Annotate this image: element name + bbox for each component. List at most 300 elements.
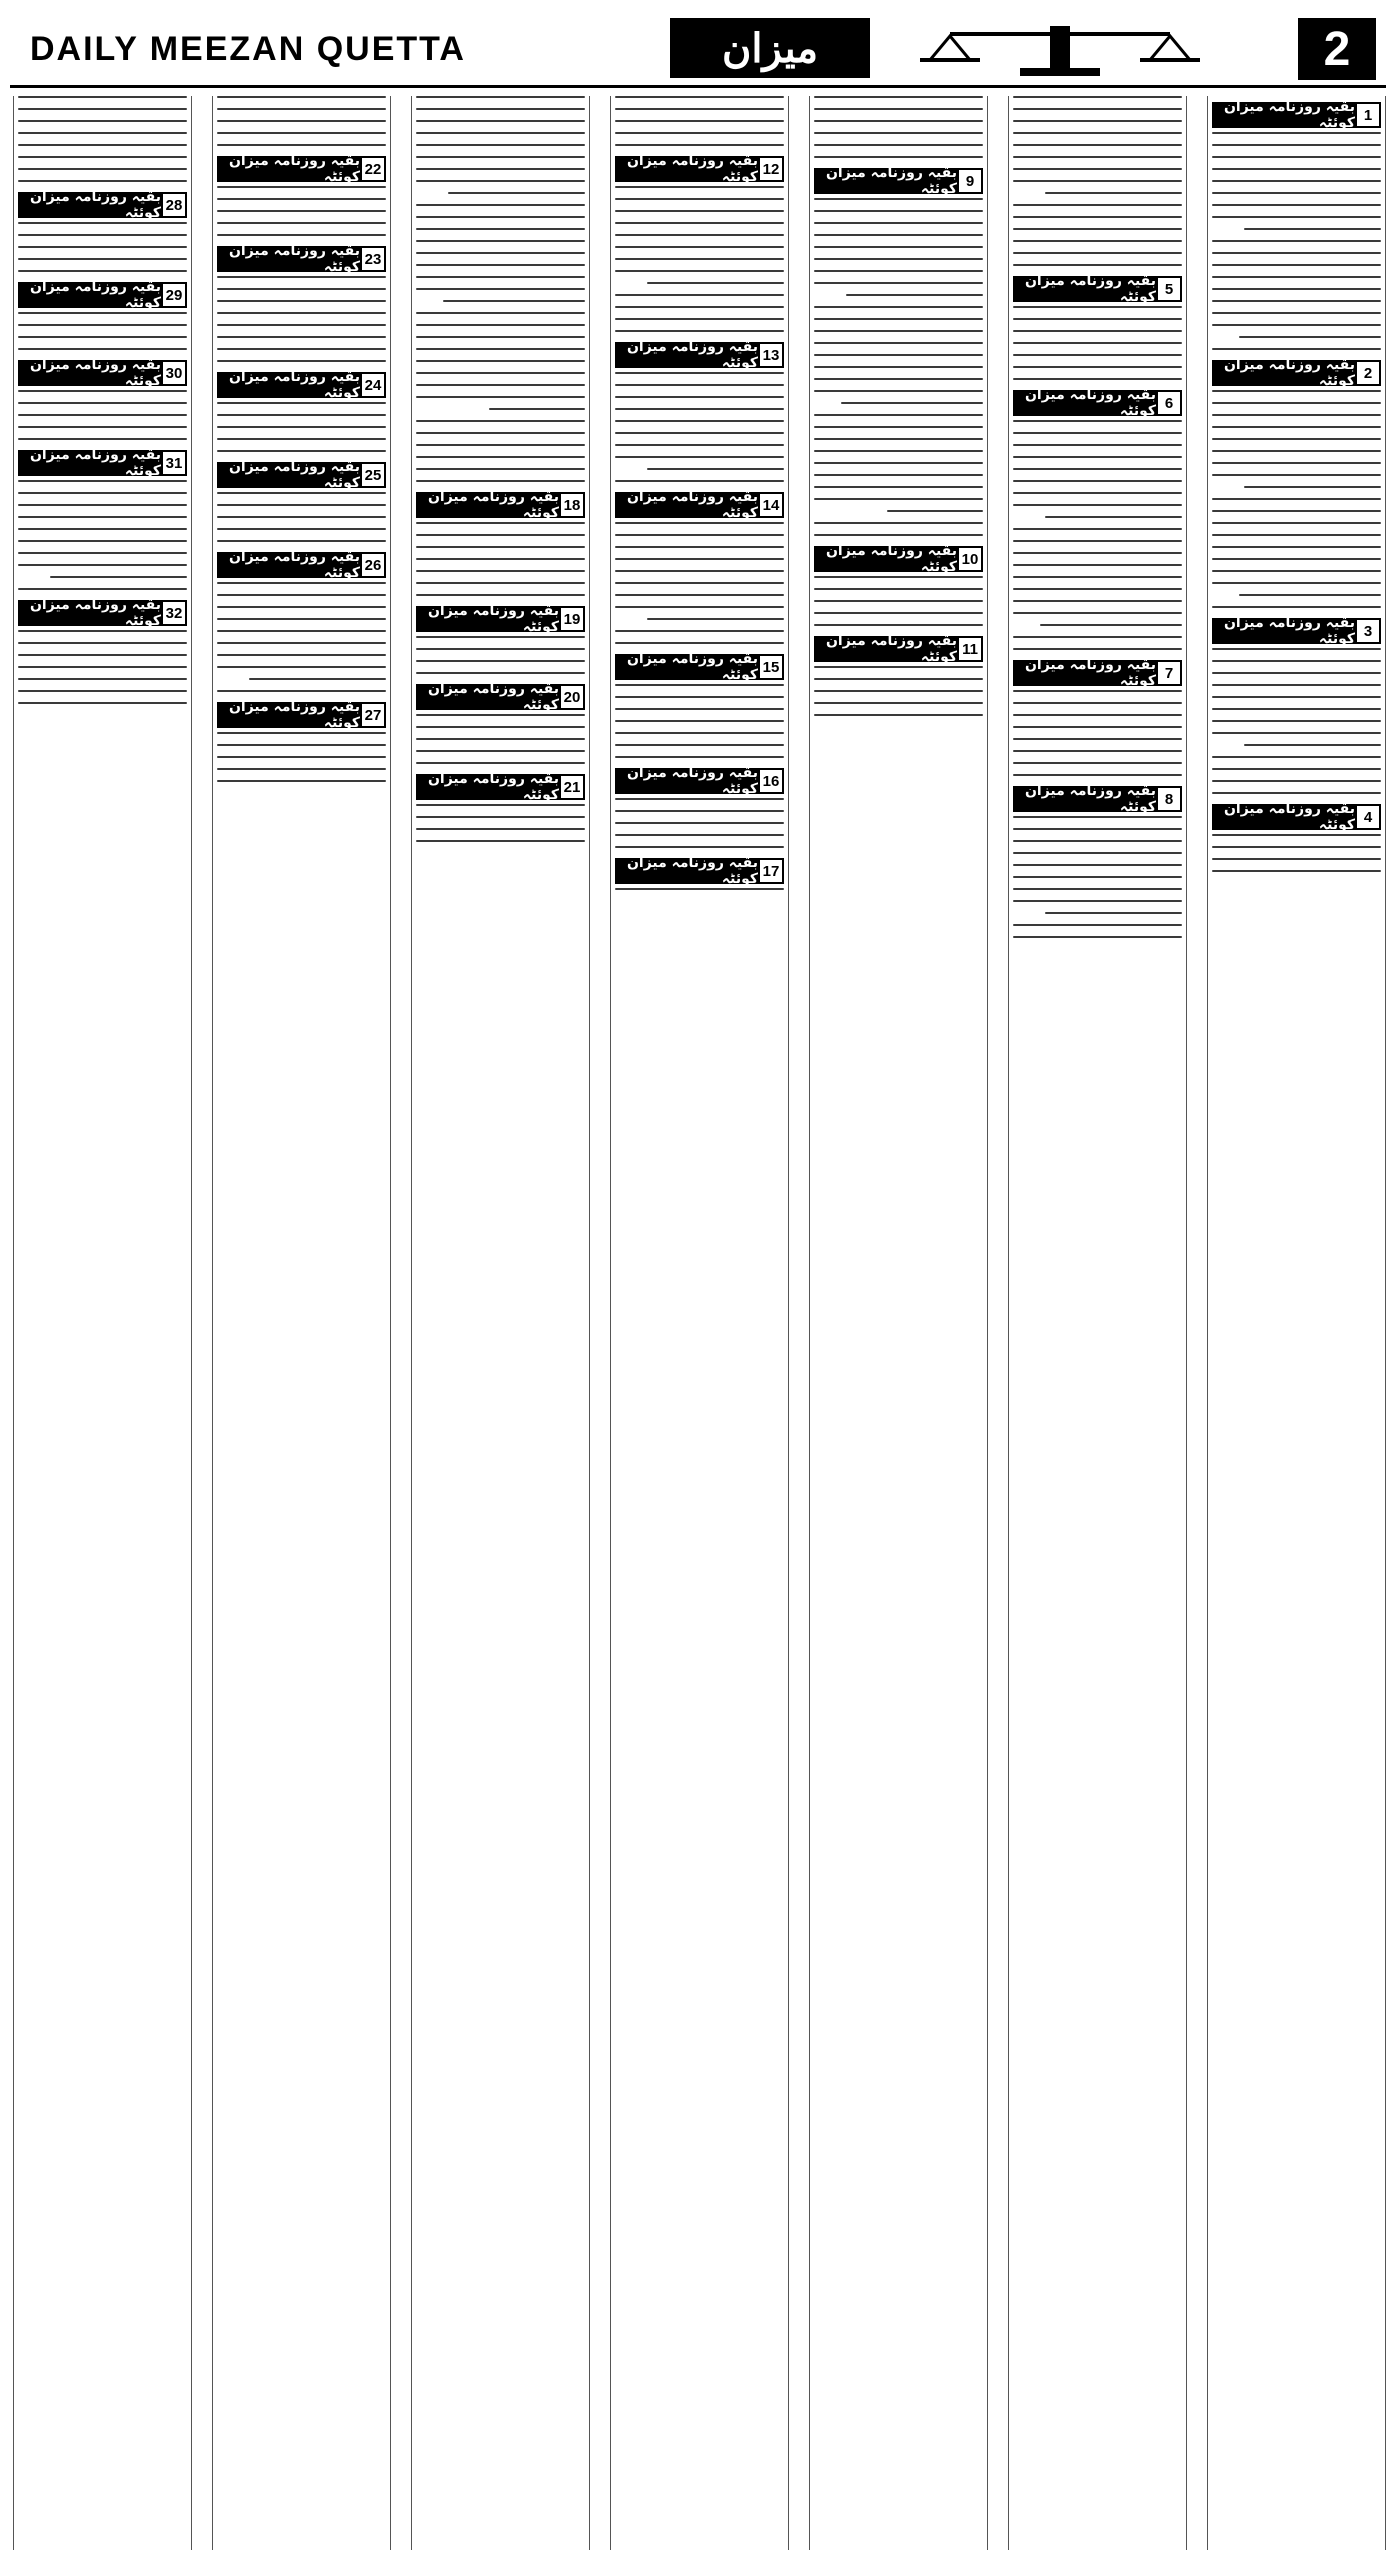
continued-article — [1013, 783, 1182, 938]
text-line — [1013, 762, 1182, 764]
text-line — [18, 690, 187, 692]
text-line — [615, 444, 784, 446]
text-line — [1212, 300, 1381, 302]
text-line — [416, 132, 585, 134]
article-body-text — [217, 492, 386, 542]
text-line — [1013, 774, 1182, 776]
text-line — [416, 288, 585, 290]
text-line — [615, 186, 784, 188]
text-line — [814, 624, 983, 626]
text-line — [1013, 468, 1182, 470]
text-line — [647, 282, 784, 284]
text-line — [18, 564, 187, 566]
article-banner — [217, 369, 386, 401]
text-line — [416, 804, 585, 806]
text-line — [1013, 576, 1182, 578]
text-line — [814, 438, 983, 440]
article-banner — [615, 651, 784, 683]
text-line — [217, 606, 386, 608]
text-line — [1212, 252, 1381, 254]
text-line — [217, 504, 386, 506]
text-line — [814, 450, 983, 452]
text-line — [1212, 474, 1381, 476]
text-line — [416, 816, 585, 818]
article-body-text — [1212, 834, 1381, 872]
text-line — [18, 222, 187, 224]
page-number: 2 — [1298, 18, 1376, 80]
text-line — [814, 666, 983, 668]
article-number: 16 — [758, 768, 784, 794]
text-line — [1013, 636, 1182, 638]
text-line — [1013, 552, 1182, 554]
text-line — [615, 480, 784, 482]
article-banner — [217, 153, 386, 185]
text-line — [615, 558, 784, 560]
text-line — [1212, 414, 1381, 416]
text-line — [217, 96, 386, 98]
article-number: 3 — [1355, 618, 1381, 644]
text-line — [18, 492, 187, 494]
article-body-text — [1013, 816, 1182, 938]
text-line — [814, 714, 983, 716]
urdu-logo — [670, 18, 870, 78]
text-line — [217, 492, 386, 494]
article-body-text — [1013, 306, 1182, 380]
text-line — [814, 378, 983, 380]
article-number: 9 — [957, 168, 983, 194]
continued-article — [1212, 357, 1381, 608]
article-number: 22 — [360, 156, 386, 182]
text-line — [814, 486, 983, 488]
text-line — [416, 750, 585, 752]
text-line — [615, 708, 784, 710]
text-line — [217, 666, 386, 668]
article-banner — [217, 459, 386, 491]
text-line — [615, 720, 784, 722]
text-line — [1013, 864, 1182, 866]
article-banner — [814, 165, 983, 197]
text-line — [1212, 168, 1381, 170]
text-line — [18, 390, 187, 392]
text-line — [416, 660, 585, 662]
news-column — [1008, 96, 1187, 2550]
text-line — [1013, 444, 1182, 446]
banner-label: بقیہ روزنامہ میزان کوئٹہ — [814, 636, 957, 662]
text-line — [1212, 672, 1381, 674]
text-line — [814, 342, 983, 344]
text-line — [18, 552, 187, 554]
banner-label: بقیہ روزنامہ میزان کوئٹہ — [615, 156, 758, 182]
text-line — [615, 210, 784, 212]
text-line — [814, 144, 983, 146]
text-line — [1212, 696, 1381, 698]
text-line — [1212, 792, 1381, 794]
continued-article — [18, 279, 187, 350]
text-line — [814, 306, 983, 308]
text-line — [615, 834, 784, 836]
text-line — [615, 606, 784, 608]
article-banner — [1212, 615, 1381, 647]
banner-label: بقیہ روزنامہ میزان کوئٹہ — [416, 606, 559, 632]
article-body-text — [1212, 132, 1381, 350]
text-line — [217, 654, 386, 656]
text-line — [615, 372, 784, 374]
text-line — [615, 108, 784, 110]
article-body-text — [1013, 420, 1182, 650]
article-banner — [18, 447, 187, 479]
text-line — [1013, 204, 1182, 206]
article-number: 18 — [559, 492, 585, 518]
article-body-text — [217, 186, 386, 236]
text-line — [615, 594, 784, 596]
article-body-text — [814, 96, 983, 158]
text-line — [416, 156, 585, 158]
text-line — [615, 642, 784, 644]
text-line — [416, 828, 585, 830]
text-line — [18, 270, 187, 272]
text-line — [217, 132, 386, 134]
text-line — [217, 348, 386, 350]
banner-label: بقیہ روزنامہ میزان کوئٹہ — [416, 774, 559, 800]
text-line — [1013, 888, 1182, 890]
text-line — [416, 432, 585, 434]
masthead — [10, 10, 1386, 88]
continued-article — [217, 153, 386, 236]
text-line — [1212, 438, 1381, 440]
continued-article — [416, 603, 585, 674]
text-line — [18, 180, 187, 182]
text-line — [615, 222, 784, 224]
text-line — [1212, 684, 1381, 686]
text-line — [416, 144, 585, 146]
article-body-text — [615, 798, 784, 848]
text-line — [1013, 108, 1182, 110]
text-line — [615, 684, 784, 686]
text-line — [1013, 342, 1182, 344]
text-line — [1013, 366, 1182, 368]
text-line — [1212, 648, 1381, 650]
banner-label: بقیہ روزنامہ میزان کوئٹہ — [1212, 102, 1355, 128]
text-line — [416, 714, 585, 716]
continued-article — [416, 96, 585, 482]
article-number: 32 — [161, 600, 187, 626]
text-line — [416, 534, 585, 536]
text-line — [1212, 264, 1381, 266]
text-line — [416, 324, 585, 326]
article-body-text — [416, 714, 585, 764]
text-line — [1212, 276, 1381, 278]
article-banner — [615, 489, 784, 521]
text-line — [1040, 624, 1182, 626]
text-line — [416, 546, 585, 548]
article-body-text — [814, 666, 983, 716]
text-line — [814, 498, 983, 500]
text-line — [217, 300, 386, 302]
text-line — [18, 654, 187, 656]
text-line — [18, 414, 187, 416]
text-line — [814, 270, 983, 272]
banner-label: بقیہ روزنامہ میزان کوئٹہ — [615, 654, 758, 680]
text-line — [416, 582, 585, 584]
article-banner — [18, 189, 187, 221]
text-line — [1013, 750, 1182, 752]
banner-label: بقیہ روزنامہ میزان کوئٹہ — [615, 768, 758, 794]
text-line — [18, 702, 187, 704]
text-line — [1212, 192, 1381, 194]
continued-article — [615, 96, 784, 146]
continued-article — [615, 765, 784, 848]
article-body-text — [217, 582, 386, 692]
news-column — [212, 96, 391, 2550]
text-line — [1212, 462, 1381, 464]
article-number: 27 — [360, 702, 386, 728]
text-line — [217, 336, 386, 338]
text-line — [18, 666, 187, 668]
text-line — [1013, 612, 1182, 614]
text-line — [1212, 534, 1381, 536]
text-line — [217, 642, 386, 644]
text-line — [249, 678, 386, 680]
text-line — [217, 450, 386, 452]
text-line — [217, 144, 386, 146]
text-line — [1212, 204, 1381, 206]
article-number: 7 — [1156, 660, 1182, 686]
text-line — [416, 396, 585, 398]
text-line — [416, 636, 585, 638]
text-line — [615, 420, 784, 422]
text-line — [1212, 606, 1381, 608]
text-line — [1212, 216, 1381, 218]
text-line — [846, 294, 983, 296]
text-line — [615, 132, 784, 134]
text-line — [615, 258, 784, 260]
article-number: 31 — [161, 450, 187, 476]
text-line — [18, 348, 187, 350]
continued-article — [18, 597, 187, 704]
article-body-text — [615, 522, 784, 644]
text-line — [217, 426, 386, 428]
banner-label: بقیہ روزنامہ میزان کوئٹہ — [1013, 390, 1156, 416]
text-line — [1013, 264, 1182, 266]
text-line — [1013, 828, 1182, 830]
text-line — [1212, 858, 1381, 860]
news-column — [13, 96, 192, 2550]
text-line — [217, 630, 386, 632]
text-line — [814, 234, 983, 236]
text-line — [1212, 834, 1381, 836]
text-line — [1013, 504, 1182, 506]
article-banner — [18, 597, 187, 629]
text-line — [615, 396, 784, 398]
text-line — [416, 384, 585, 386]
text-line — [448, 192, 585, 194]
continued-article — [217, 369, 386, 452]
text-line — [814, 474, 983, 476]
text-line — [1212, 312, 1381, 314]
text-line — [1013, 420, 1182, 422]
article-body-text — [416, 522, 585, 596]
text-line — [416, 444, 585, 446]
text-line — [1013, 306, 1182, 308]
text-line — [416, 840, 585, 842]
text-line — [416, 240, 585, 242]
text-line — [1013, 564, 1182, 566]
banner-label: بقیہ روزنامہ میزان کوئٹہ — [217, 462, 360, 488]
continued-article — [1212, 615, 1381, 794]
text-line — [416, 108, 585, 110]
text-line — [18, 438, 187, 440]
text-line — [615, 888, 784, 890]
text-line — [1212, 348, 1381, 350]
text-line — [615, 234, 784, 236]
text-line — [1212, 498, 1381, 500]
text-line — [217, 222, 386, 224]
text-line — [1212, 570, 1381, 572]
text-line — [217, 414, 386, 416]
article-banner — [416, 489, 585, 521]
text-line — [887, 510, 983, 512]
article-banner — [18, 357, 187, 389]
text-line — [18, 234, 187, 236]
article-number: 12 — [758, 156, 784, 182]
text-line — [416, 456, 585, 458]
text-line — [217, 234, 386, 236]
text-line — [18, 246, 187, 248]
continued-article — [416, 489, 585, 596]
text-line — [1013, 228, 1182, 230]
banner-label: بقیہ روزنامہ میزان کوئٹہ — [18, 192, 161, 218]
article-body-text — [1212, 390, 1381, 608]
text-line — [217, 210, 386, 212]
article-number: 30 — [161, 360, 187, 386]
text-line — [416, 360, 585, 362]
text-line — [1212, 558, 1381, 560]
text-line — [1013, 876, 1182, 878]
text-line — [18, 120, 187, 122]
article-body-text — [217, 96, 386, 146]
banner-label: بقیہ روزنامہ میزان کوئٹہ — [18, 360, 161, 386]
text-line — [814, 390, 983, 392]
article-body-text — [615, 684, 784, 758]
text-line — [1013, 96, 1182, 98]
text-line — [217, 690, 386, 692]
text-line — [217, 186, 386, 188]
text-line — [1013, 378, 1182, 380]
text-line — [416, 672, 585, 674]
text-line — [1212, 144, 1381, 146]
text-line — [18, 540, 187, 542]
scale-of-justice-icon — [910, 20, 1210, 80]
banner-label: بقیہ روزنامہ میزان کوئٹہ — [18, 450, 161, 476]
text-line — [18, 132, 187, 134]
article-banner — [1212, 99, 1381, 131]
article-banner — [217, 549, 386, 581]
text-line — [416, 726, 585, 728]
text-line — [814, 354, 983, 356]
text-line — [18, 516, 187, 518]
text-line — [615, 522, 784, 524]
text-line — [217, 768, 386, 770]
text-line — [416, 594, 585, 596]
text-line — [615, 732, 784, 734]
banner-label: بقیہ روزنامہ میزان کوئٹہ — [615, 492, 758, 518]
text-line — [615, 330, 784, 332]
continued-article — [217, 243, 386, 362]
text-line — [1244, 486, 1381, 488]
banner-label: بقیہ روزنامہ میزان کوئٹہ — [217, 552, 360, 578]
text-line — [416, 216, 585, 218]
article-body-text — [18, 312, 187, 350]
article-body-text — [416, 96, 585, 482]
article-number: 25 — [360, 462, 386, 488]
text-line — [814, 258, 983, 260]
article-body-text — [1013, 690, 1182, 776]
banner-label: بقیہ روزنامہ میزان کوئٹہ — [217, 372, 360, 398]
article-banner — [416, 771, 585, 803]
article-banner — [1013, 387, 1182, 419]
banner-label: بقیہ روزنامہ میزان کوئٹہ — [1212, 618, 1355, 644]
article-body-text — [615, 96, 784, 146]
text-line — [1212, 390, 1381, 392]
article-body-text — [18, 630, 187, 704]
text-line — [1013, 132, 1182, 134]
text-line — [217, 582, 386, 584]
text-line — [217, 594, 386, 596]
text-line — [416, 762, 585, 764]
text-line — [1013, 702, 1182, 704]
news-column — [809, 96, 988, 2550]
text-line — [1013, 924, 1182, 926]
continued-article — [217, 549, 386, 692]
text-line — [1013, 936, 1182, 938]
text-line — [1013, 120, 1182, 122]
article-banner — [615, 153, 784, 185]
text-line — [1013, 180, 1182, 182]
article-banner — [1013, 783, 1182, 815]
text-line — [615, 630, 784, 632]
text-line — [615, 744, 784, 746]
article-number: 20 — [559, 684, 585, 710]
text-line — [647, 468, 784, 470]
continued-article — [814, 633, 983, 716]
text-line — [1013, 456, 1182, 458]
text-line — [1212, 324, 1381, 326]
text-line — [1212, 450, 1381, 452]
text-line — [1212, 288, 1381, 290]
text-line — [615, 546, 784, 548]
text-line — [615, 534, 784, 536]
article-banner — [615, 339, 784, 371]
text-line — [217, 312, 386, 314]
text-line — [814, 690, 983, 692]
text-line — [814, 534, 983, 536]
text-line — [615, 144, 784, 146]
text-line — [1013, 432, 1182, 434]
text-line — [18, 144, 187, 146]
continued-article — [18, 357, 187, 440]
banner-label: بقیہ روزنامہ میزان کوئٹہ — [217, 156, 360, 182]
text-line — [615, 822, 784, 824]
continued-article — [416, 681, 585, 764]
continued-article — [416, 771, 585, 842]
text-line — [1212, 522, 1381, 524]
text-line — [1013, 144, 1182, 146]
text-line — [416, 312, 585, 314]
text-line — [615, 318, 784, 320]
text-line — [1013, 726, 1182, 728]
text-line — [217, 402, 386, 404]
text-line — [1013, 738, 1182, 740]
